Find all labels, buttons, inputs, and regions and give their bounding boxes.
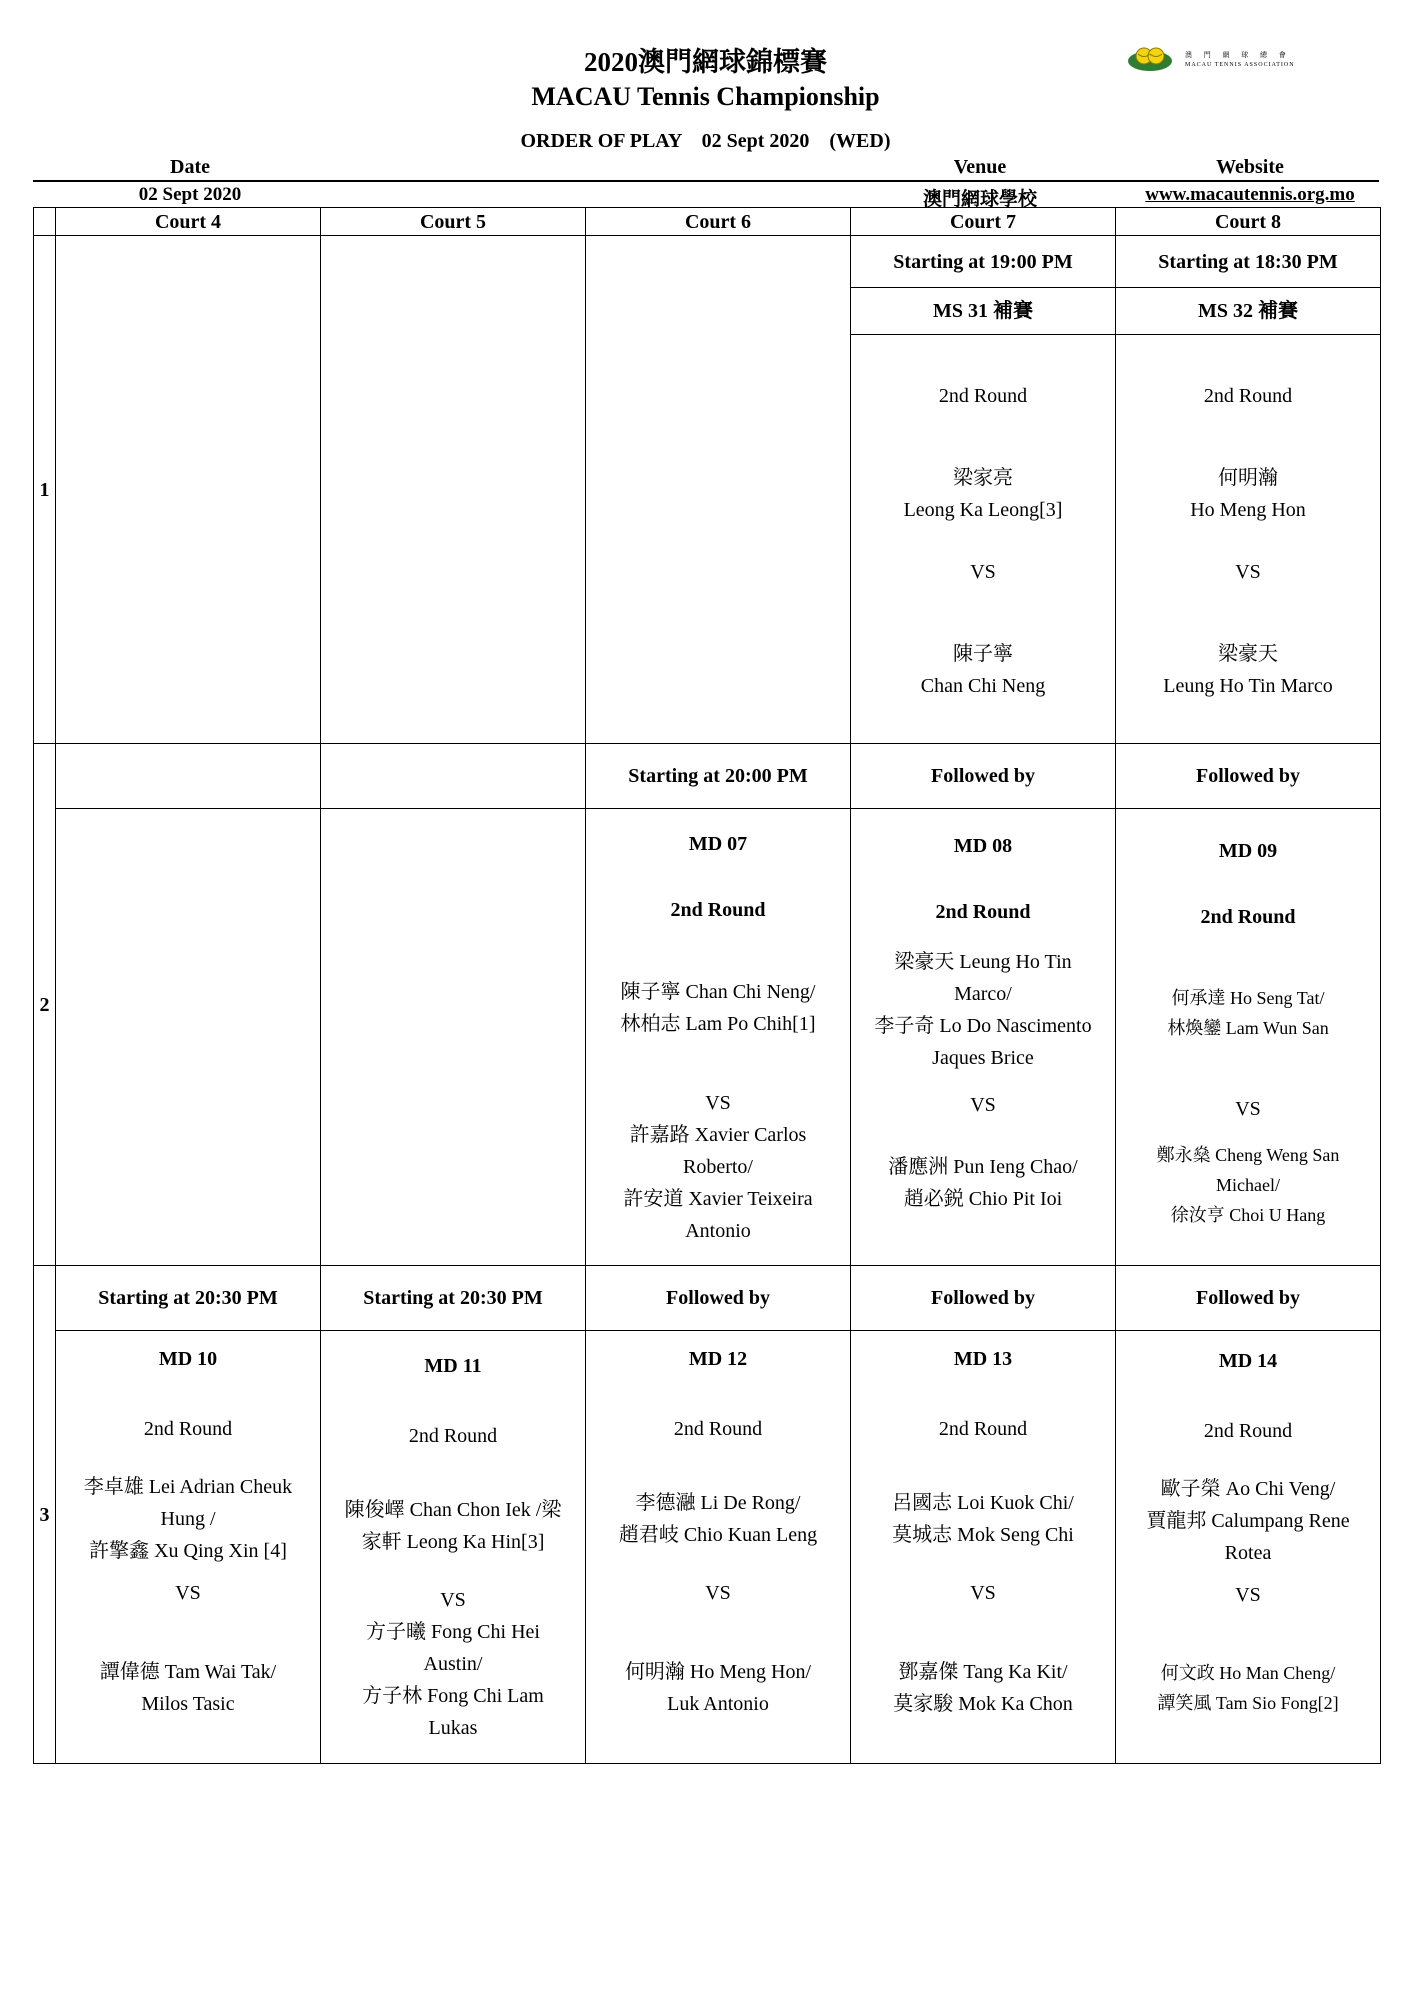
empty-cell: [56, 744, 321, 809]
event-label: MD 09: [1218, 839, 1278, 862]
title-english: MACAU Tennis Championship: [531, 82, 880, 111]
player-1-en: Leong Ka Leong[3]: [903, 499, 1063, 521]
team-2-line: Antonio: [685, 1219, 751, 1242]
vs-label: VS: [705, 1581, 731, 1604]
match-md14: [1116, 1331, 1381, 1764]
row-3-match: [34, 1331, 1381, 1764]
team-2-line: 方子曦 Fong Chi Hei: [366, 1621, 540, 1643]
team-2-line: 方子林 Fong Chi Lam: [362, 1685, 544, 1707]
team-2-line: 何明瀚 Ho Meng Hon/: [624, 1660, 812, 1683]
team-1-line: 莫城志 Mok Seng Chi: [892, 1523, 1074, 1546]
team-1-line: 梁豪天 Leung Ho Tin: [894, 950, 1072, 973]
website-link[interactable]: www.macautennis.org.mo: [1145, 184, 1355, 205]
player-1-en: Ho Meng Hon: [1190, 499, 1306, 521]
event-label: MD 12: [688, 1347, 748, 1370]
round-label: 2nd Round: [938, 1417, 1028, 1440]
match-ms31: [851, 335, 1116, 744]
court-8-event: MS 32 補賽: [1116, 288, 1381, 335]
row-2-time: [34, 744, 1381, 809]
team-1-line: Jaques Brice: [932, 1046, 1034, 1069]
court-7-start-time: Followed by: [851, 744, 1116, 809]
player-2-en: Leung Ho Tin Marco: [1163, 675, 1333, 697]
match-md12: [586, 1331, 851, 1764]
empty-cell: [56, 809, 321, 1266]
vs-label: VS: [970, 561, 996, 583]
court-7-start-time: Followed by: [851, 1266, 1116, 1331]
match-ms32: [1116, 335, 1381, 744]
team-1-line: 李子奇 Lo Do Nascimento: [874, 1014, 1092, 1037]
team-1-line: 歐子榮 Ao Chi Veng/: [1160, 1477, 1336, 1500]
logo-chinese-text: 澳 門 網 球 總 會: [1185, 51, 1291, 59]
court-6-header: Court 6: [586, 208, 851, 236]
team-1-line: Marco/: [954, 982, 1012, 1005]
court-6-start-time: Starting at 20:00 PM: [586, 744, 851, 809]
court-6-start-time: Followed by: [586, 1266, 851, 1331]
match-md10: [56, 1331, 321, 1764]
team-2-line: 鄭永燊 Cheng Weng San: [1156, 1144, 1340, 1165]
player-1-cn: 何明瀚: [1218, 467, 1278, 489]
event-label: MD 10: [158, 1347, 218, 1370]
court-8-start-time: Starting at 18:30 PM: [1116, 236, 1381, 288]
empty-cell: [321, 744, 586, 809]
round-label: 2nd Round: [670, 898, 766, 921]
match-md08: [851, 809, 1116, 1266]
team-1-line: 林柏志 Lam Po Chih[1]: [620, 1012, 816, 1035]
tennis-ball-logo-icon: [1127, 44, 1173, 72]
team-1-line: 陳俊嶧 Chan Chon Iek /梁: [344, 1499, 562, 1521]
player-2-cn: 陳子寧: [953, 643, 1013, 665]
vs-label: VS: [1235, 1583, 1261, 1606]
empty-cell: [321, 236, 586, 744]
match-md09: [1116, 809, 1381, 1266]
round-label: 2nd Round: [938, 385, 1028, 407]
order-of-play-line: ORDER OF PLAY 02 Sept 2020 (WED): [520, 130, 891, 152]
row-number-2: 2: [34, 744, 56, 1266]
match-md07: [586, 809, 851, 1266]
team-2-line: 許安道 Xavier Teixeira: [623, 1187, 813, 1210]
team-1-line: 賈龍邦 Calumpang Rene: [1146, 1509, 1350, 1532]
row-number-3: 3: [34, 1266, 56, 1764]
team-1-line: 林煥鑾 Lam Wun San: [1167, 1017, 1329, 1038]
vs-label: VS: [705, 1091, 731, 1114]
event-label: MD 07: [688, 832, 748, 855]
vs-label: VS: [175, 1581, 201, 1604]
round-label: 2nd Round: [1203, 385, 1293, 407]
row-number-1: 1: [34, 236, 56, 744]
date-label: Date: [170, 156, 210, 178]
team-2-line: Lukas: [428, 1717, 478, 1739]
macau-tennis-association-logo: [1127, 44, 1347, 78]
event-label: MD 11: [424, 1355, 482, 1377]
team-2-line: 許嘉路 Xavier Carlos: [629, 1123, 807, 1146]
team-2-line: 徐汝亨 Choi U Hang: [1170, 1204, 1326, 1225]
team-1-line: 趙君岐 Chio Kuan Leng: [618, 1523, 818, 1546]
team-2-line: 譚笑風 Tam Sio Fong[2]: [1157, 1692, 1339, 1713]
empty-cell: [56, 236, 321, 744]
team-2-line: Roberto/: [683, 1155, 753, 1178]
court-7-header: Court 7: [851, 208, 1116, 236]
divider-top: [33, 180, 1379, 182]
team-2-line: 譚偉德 Tam Wai Tak/: [99, 1660, 277, 1683]
team-1-line: 李卓雄 Lei Adrian Cheuk: [83, 1475, 293, 1498]
vs-label: VS: [440, 1589, 466, 1611]
corner-cell: [34, 208, 56, 236]
round-label: 2nd Round: [935, 900, 1031, 923]
vs-label: VS: [970, 1093, 996, 1116]
event-label: MD 13: [953, 1347, 1013, 1370]
team-1-line: Rotea: [1224, 1541, 1272, 1564]
team-1-line: 李德瀜 Li De Rong/: [635, 1491, 801, 1514]
schedule-table: [33, 207, 1381, 1764]
logo-english-text: MACAU TENNIS ASSOCIATION: [1185, 62, 1295, 68]
court-5-header: Court 5: [321, 208, 586, 236]
player-2-cn: 梁豪天: [1218, 643, 1278, 665]
website-label: Website: [1216, 156, 1284, 178]
team-2-line: 潘應洲 Pun Ieng Chao/: [888, 1155, 1078, 1178]
team-2-line: Michael/: [1216, 1174, 1280, 1195]
player-2-en: Chan Chi Neng: [920, 675, 1046, 697]
court-7-event: MS 31 補賽: [851, 288, 1116, 335]
row-2-match: [34, 809, 1381, 1266]
team-2-line: 何文政 Ho Man Cheng/: [1160, 1662, 1336, 1683]
event-label: MD 14: [1218, 1349, 1278, 1372]
court-8-start-time: Followed by: [1116, 1266, 1381, 1331]
team-1-line: 陳子寧 Chan Chi Neng/: [620, 980, 816, 1003]
round-label: 2nd Round: [1203, 1419, 1293, 1442]
round-label: 2nd Round: [143, 1417, 233, 1440]
team-1-line: Hung /: [160, 1507, 216, 1530]
event-label: MD 08: [953, 834, 1013, 857]
empty-cell: [586, 236, 851, 744]
court-7-start-time: Starting at 19:00 PM: [851, 236, 1116, 288]
venue-value: 澳門網球學校: [922, 189, 1037, 210]
team-2-line: 鄧嘉傑 Tang Ka Kit/: [898, 1660, 1068, 1683]
player-1-cn: 梁家亮: [953, 467, 1013, 489]
round-label: 2nd Round: [1200, 905, 1296, 928]
court-header-row: [34, 208, 1381, 236]
team-2-line: Austin/: [423, 1653, 483, 1675]
team-1-line: 呂國志 Loi Kuok Chi/: [892, 1491, 1074, 1514]
court-8-header: Court 8: [1116, 208, 1381, 236]
team-1-line: 家軒 Leong Ka Hin[3]: [361, 1531, 545, 1553]
round-label: 2nd Round: [408, 1425, 498, 1447]
team-2-line: 莫家駿 Mok Ka Chon: [893, 1692, 1073, 1715]
court-5-start-time: Starting at 20:30 PM: [321, 1266, 586, 1331]
court-4-start-time: Starting at 20:30 PM: [56, 1266, 321, 1331]
date-value: 02 Sept 2020: [138, 184, 242, 205]
vs-label: VS: [1235, 1097, 1261, 1120]
match-md11: [321, 1331, 586, 1764]
team-2-line: Milos Tasic: [141, 1692, 235, 1715]
team-1-line: 何承達 Ho Seng Tat/: [1171, 987, 1325, 1008]
row-1-time: [34, 236, 1381, 288]
venue-label: Venue: [953, 156, 1007, 178]
empty-cell: [321, 809, 586, 1266]
team-1-line: 許擎鑫 Xu Qing Xin [4]: [89, 1539, 287, 1562]
vs-label: VS: [1235, 561, 1261, 583]
court-4-header: Court 4: [56, 208, 321, 236]
court-8-start-time: Followed by: [1116, 744, 1381, 809]
row-3-time: [34, 1266, 1381, 1331]
team-2-line: 趙必鋭 Chio Pit Ioi: [903, 1187, 1063, 1210]
team-2-line: Luk Antonio: [667, 1692, 769, 1715]
vs-label: VS: [970, 1581, 996, 1604]
round-label: 2nd Round: [673, 1417, 763, 1440]
match-md13: [851, 1331, 1116, 1764]
title-chinese: 2020澳門網球錦標賽: [584, 47, 827, 77]
